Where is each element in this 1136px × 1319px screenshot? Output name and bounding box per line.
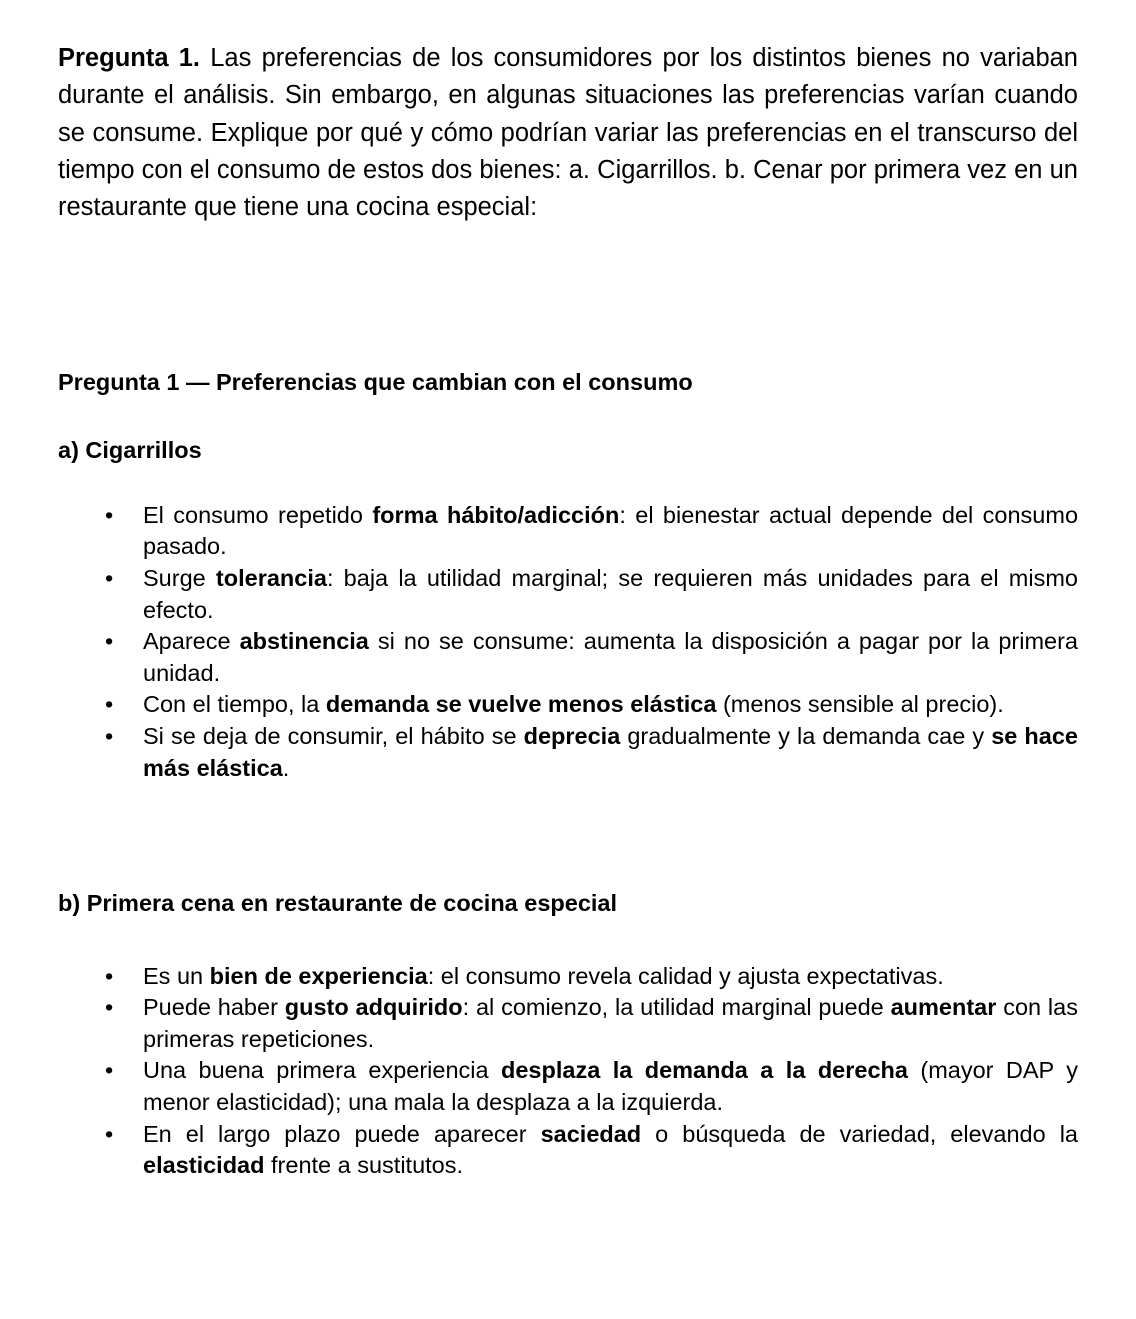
question-prompt-text: Las preferencias de los consumidores por los distintos bienes no variaban durante el análisis. Sin embargo, en algunas situaciones las preferencias varían cuando se consume. Explique por qué y cómo podrían variar las preferencias en el transcurso del tiempo con el consumo de estos dos bienes: a. Cigarrillos. b. Cenar por primera vez en un restaurante que tiene una cocina especial: — [58, 44, 1078, 222]
question-prompt-paragraph — [58, 40, 1078, 227]
bullet-text-bold: desplaza la demanda a la derecha — [501, 1057, 908, 1084]
bullet-text-pre: El consumo repetido — [143, 501, 373, 528]
bullet-text-bold: deprecia — [523, 722, 621, 749]
list-item — [58, 500, 1078, 563]
spacer-after-intro — [58, 227, 1078, 367]
spacer-between-sections — [58, 784, 1078, 888]
bullet-text-pre: Con el tiempo, la — [143, 691, 326, 718]
bullet-text-bold: saciedad — [540, 1120, 642, 1147]
bullet-text-pre: Una buena primera experiencia — [143, 1057, 501, 1084]
bullet-text-pre: Es un — [143, 962, 210, 989]
section-a-bullet-list — [58, 500, 1078, 784]
list-item — [58, 961, 1078, 993]
bullet-text-pre: Aparece — [143, 628, 240, 655]
bullet-text-bold: tolerancia — [215, 565, 327, 591]
bullet-text-post: : baja la utilidad marginal; se requieren más unidades para el mismo efecto. — [143, 565, 1078, 623]
bullet-text-bold-2: aumentar — [890, 994, 997, 1021]
bullet-text-bold: abstinencia — [239, 628, 369, 655]
question-label: Pregunta 1. — [58, 44, 201, 72]
bullet-icon: • — [105, 501, 114, 528]
bullet-text-post: : el bienestar actual depende del consumo pasado. — [143, 501, 1079, 560]
bullet-icon: • — [105, 1120, 114, 1147]
bullet-text-bold-2: se hace más elástica — [143, 722, 1078, 781]
section-b-bullet-list — [58, 961, 1078, 1182]
bullet-text-post: o búsqueda de variedad, elevando la — [641, 1120, 1078, 1147]
bullet-text-pre: Surge — [143, 565, 216, 591]
bullet-icon: • — [105, 1057, 114, 1084]
bullet-text-bold: forma hábito/adicción — [372, 501, 620, 528]
spacer-section-a-list — [58, 466, 1078, 500]
bullet-icon: • — [105, 691, 114, 718]
spacer-main-heading — [58, 397, 1078, 435]
bullet-text-bold: gusto adquirido — [284, 994, 463, 1021]
bullet-icon: • — [105, 628, 114, 655]
bullet-text-post: si no se consume: aumenta la disposición a pagar por la primera unidad. — [143, 628, 1078, 686]
bullet-text-post-2: . — [282, 754, 290, 781]
list-item — [58, 992, 1078, 1055]
bullet-text-pre: En el largo plazo puede aparecer — [143, 1120, 541, 1147]
section-a-heading: a) Cigarrillos — [58, 437, 202, 464]
bullet-icon: • — [105, 722, 114, 749]
list-item — [58, 563, 1078, 626]
bullet-text-bold-2: elasticidad — [143, 1152, 265, 1179]
bullet-text-post-2: con las primeras repeticiones. — [143, 994, 1078, 1052]
bullet-text-post: gradualmente y la demanda cae y — [620, 722, 992, 749]
bullet-icon: • — [105, 962, 114, 989]
bullet-text-post: : al comienzo, la utilidad marginal puede — [462, 994, 891, 1021]
bullet-text-post: (menos sensible al precio). — [716, 691, 1004, 718]
bullet-icon: • — [105, 994, 114, 1021]
spacer-section-b-list — [58, 919, 1078, 961]
main-heading: Pregunta 1 — Preferencias que cambian con el consumo — [58, 368, 693, 395]
list-item — [58, 1119, 1078, 1182]
bullet-text-post-2: frente a sustitutos. — [264, 1152, 464, 1179]
bullet-icon: • — [105, 565, 114, 591]
section-b-heading: b) Primera cena en restaurante de cocina especial — [58, 890, 618, 917]
list-item — [58, 721, 1078, 784]
bullet-text-post: (mayor DAP y menor elasticidad); una mala la desplaza a la izquierda. — [143, 1057, 1078, 1116]
bullet-text-pre: Puede haber — [143, 994, 285, 1021]
bullet-text-post: : el consumo revela calidad y ajusta expectativas. — [427, 962, 944, 989]
bullet-text-pre: Si se deja de consumir, el hábito se — [143, 722, 524, 749]
list-item — [58, 626, 1078, 689]
bullet-text-bold: bien de experiencia — [209, 962, 428, 989]
bullet-text-bold: demanda se vuelve menos elástica — [325, 691, 717, 718]
list-item — [58, 689, 1078, 721]
list-item — [58, 1055, 1078, 1118]
